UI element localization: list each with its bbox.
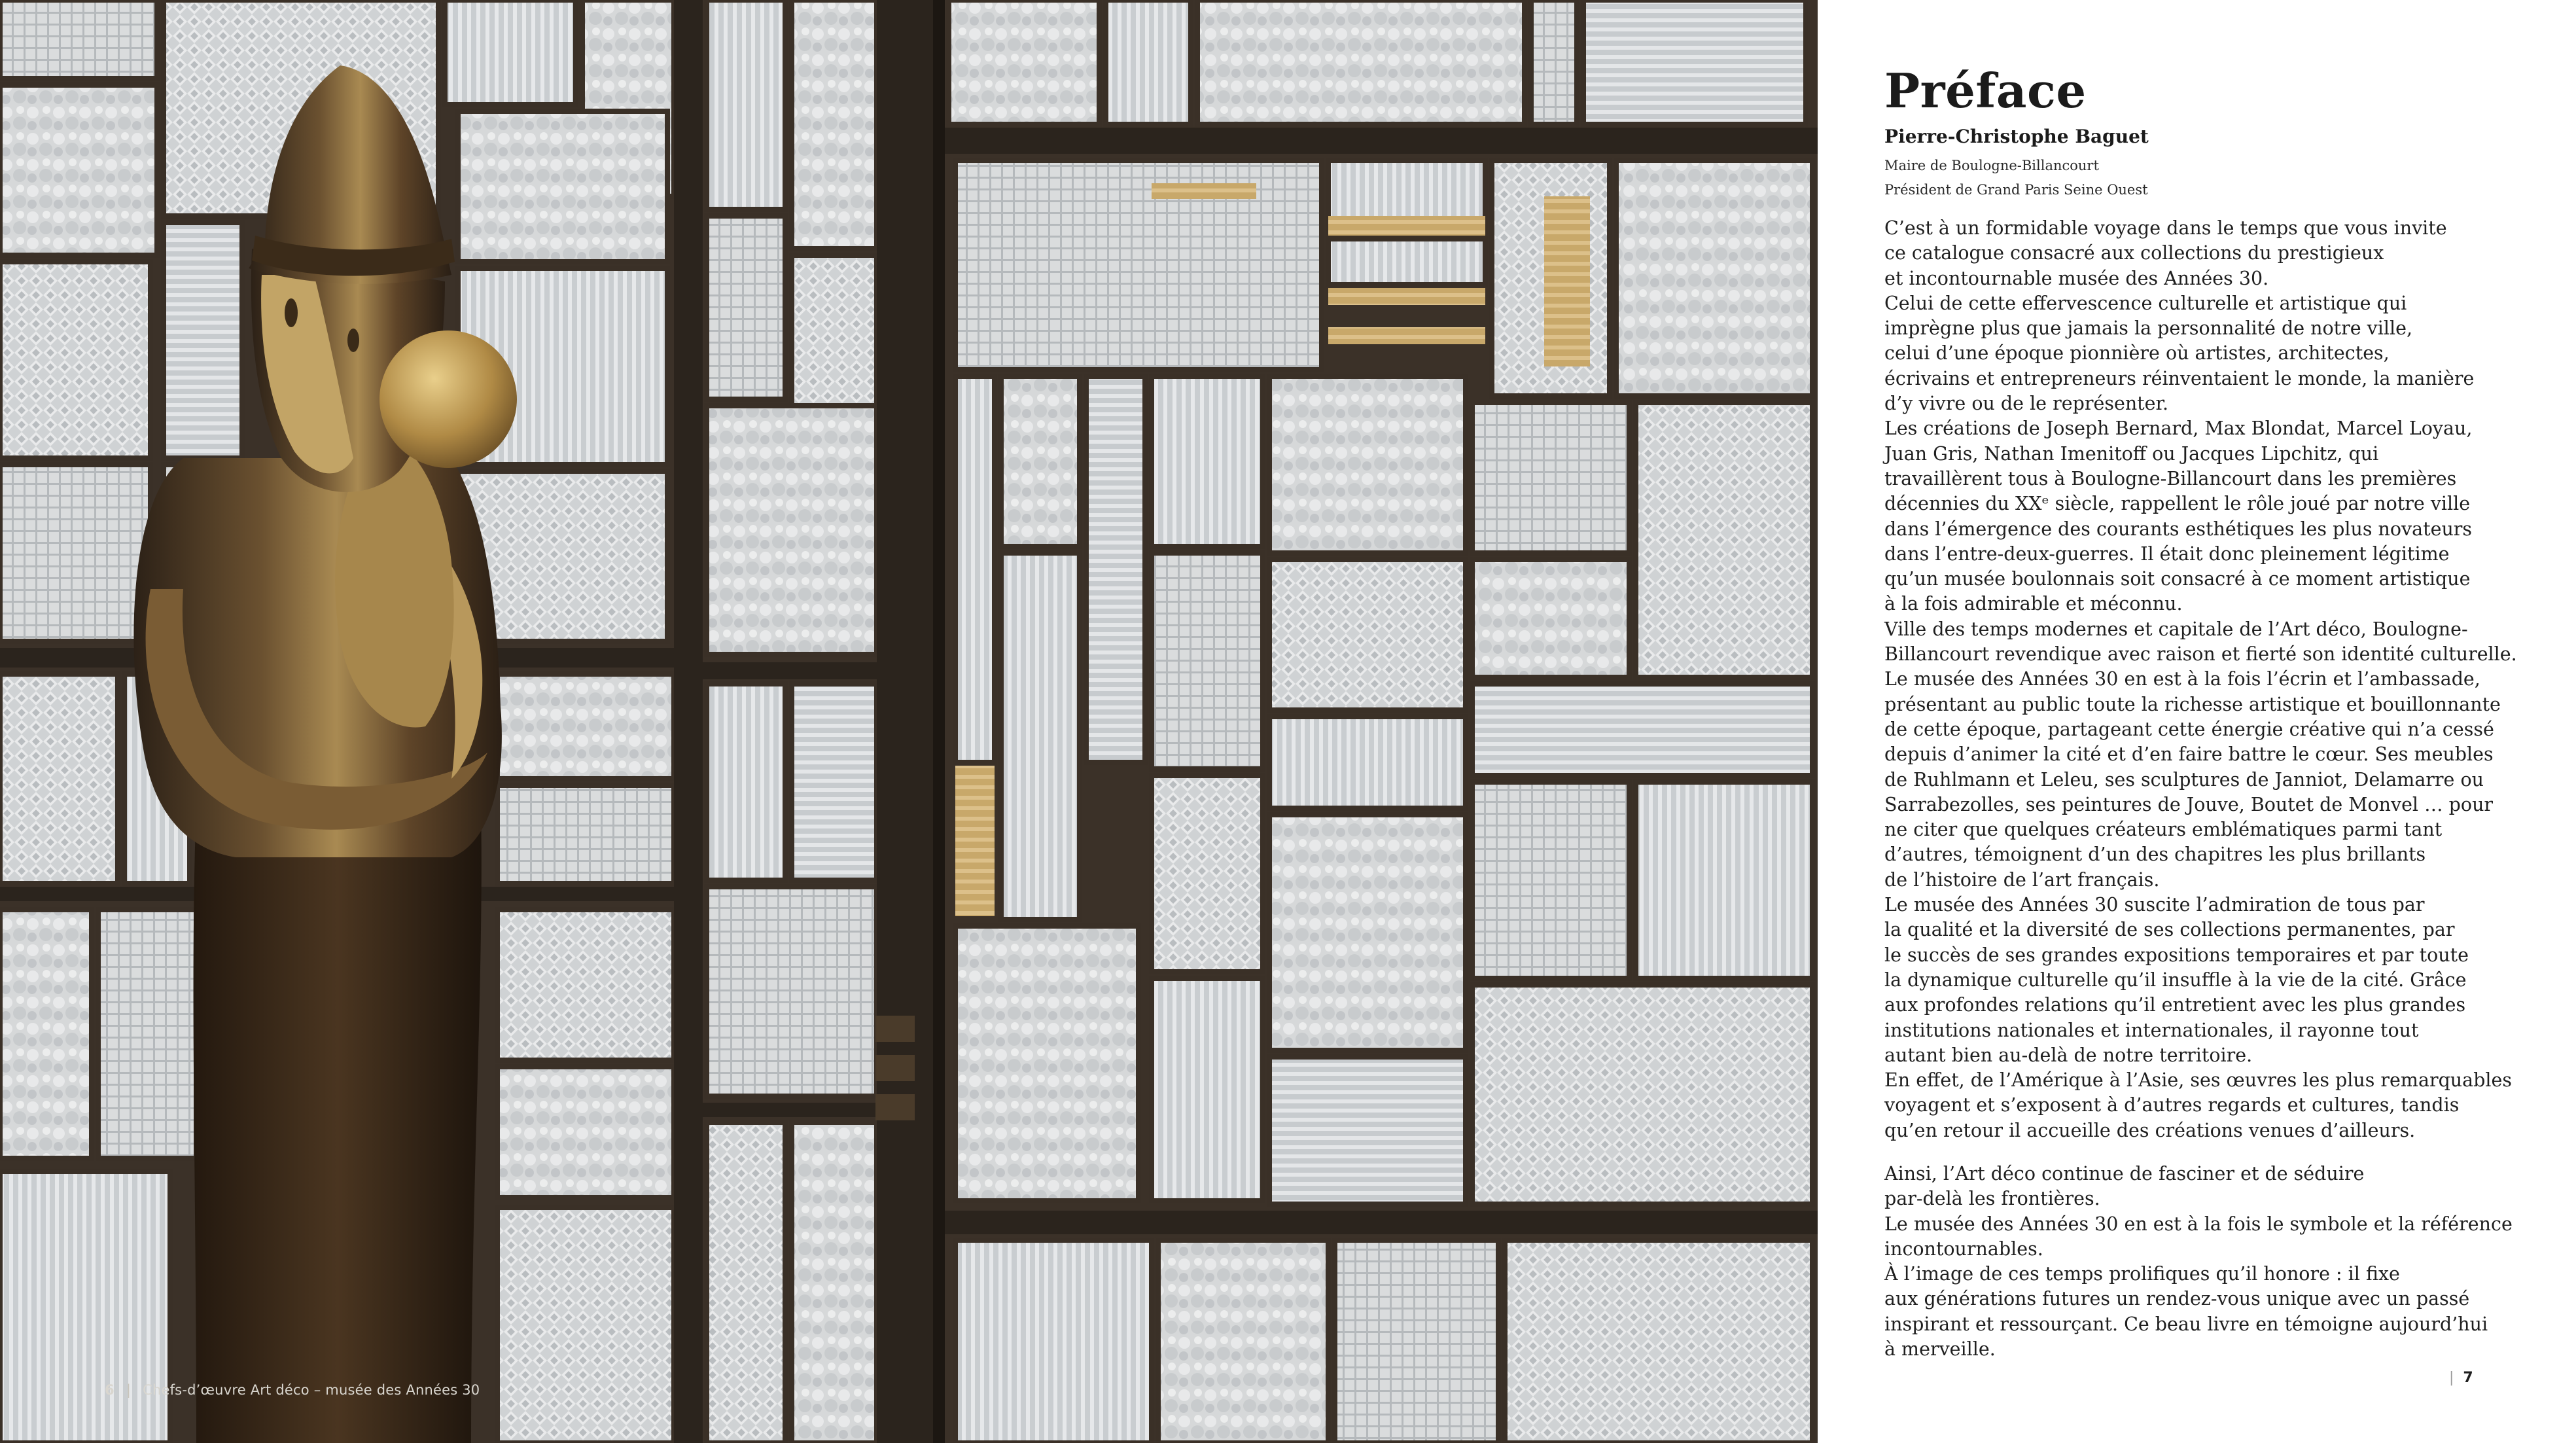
glass-pane: [1335, 1240, 1498, 1443]
glass-pane: [707, 406, 877, 654]
glass-pane: [0, 910, 92, 1158]
right-page-text: [1818, 0, 2576, 1443]
glass-pane: [792, 1122, 877, 1443]
body-line: dans l’entre-deux-guerres. Il était donc pleinement légitime: [1884, 543, 2450, 565]
body-line: de l’histoire de l’art français.: [1884, 868, 2160, 891]
glass-pane: [1472, 782, 1629, 978]
glass-pane: [164, 223, 242, 458]
body-line: à la fois admirable et méconnu.: [1884, 593, 2183, 615]
glass-pane: [0, 262, 150, 458]
glass-pane: [497, 1207, 674, 1443]
glass-pane: [0, 85, 157, 255]
body-line: Le musée des Années 30 en est à la fois le symbole et la référence: [1884, 1213, 2513, 1235]
body-line: ne citer que quelques créateurs emblématiques parmi tant: [1884, 819, 2443, 841]
glass-pane: [707, 887, 877, 1096]
glass-pane: [1472, 985, 1812, 1204]
glass-pane: [497, 910, 674, 1060]
glass-pane: [0, 465, 150, 641]
glass-pane: [1583, 0, 1806, 124]
glass-pane: [458, 111, 667, 262]
body-line: voyagent et s’exposent à d’autres regards et cultures, tandis: [1884, 1094, 2460, 1116]
amber-glass-strip: [1544, 196, 1590, 366]
glass-pane: [1269, 376, 1466, 553]
amber-glass-strip: [955, 766, 995, 916]
left-page-number: 6: [105, 1382, 115, 1398]
body-line: par-delà les frontières.: [1884, 1188, 2100, 1210]
glass-pane: [98, 910, 196, 1158]
folio-separator: |: [2449, 1370, 2454, 1386]
glass-pane: [1505, 1240, 1812, 1443]
body-line: autant bien au-delà de notre territoire.: [1884, 1044, 2253, 1066]
glass-pane: [792, 0, 877, 249]
glass-pane: [1001, 376, 1080, 546]
body-line: En effet, de l’Amérique à l’Asie, ses œuvres les plus remarquables: [1884, 1069, 2513, 1092]
glass-pane: [1158, 1240, 1328, 1443]
body-line: de Ruhlmann et Leleu, ses sculptures de Janniot, Delamarre ou: [1884, 768, 2484, 791]
body-line: Celui de cette effervescence culturelle et artistique qui: [1884, 292, 2407, 314]
glass-pane: [497, 674, 674, 779]
body-line: la qualité et la diversité de ses collections permanentes, par: [1884, 919, 2455, 941]
body-line: décennies du XXᵉ siècle, rappellent le rôle joué par notre ville: [1884, 493, 2471, 515]
glass-pane: [1269, 560, 1466, 710]
body-line: la dynamique culturelle qu’il insuffle à la vie de la cité. Grâce: [1884, 969, 2467, 991]
right-page-number: 7: [2463, 1370, 2473, 1386]
author-role-mayor: Maire de Boulogne-Billancourt: [1884, 158, 2099, 173]
body-line: imprègne plus que jamais la personnalité de notre ville,: [1884, 317, 2413, 340]
body-line: institutions nationales et internationales, il rayonne tout: [1884, 1019, 2419, 1041]
glass-pane: [1152, 775, 1263, 972]
glass-pane: [955, 376, 995, 762]
glass-pane: [497, 1067, 674, 1198]
glass-pane: [1001, 553, 1080, 919]
body-line: qu’un musée boulonnais soit consacré à ce moment artistique: [1884, 568, 2471, 590]
glass-pane: [1269, 1057, 1466, 1204]
glass-pane: [955, 1240, 1152, 1443]
body-line: le succès de ses grandes expositions temporaires et par toute: [1884, 944, 2469, 966]
body-line: et incontournable musée des Années 30.: [1884, 267, 2269, 289]
folio-separator: |: [126, 1382, 132, 1398]
glass-pane: [1472, 402, 1629, 553]
body-line: écrivains et entrepreneurs réinventaient le monde, la manière: [1884, 367, 2475, 389]
folio-caption: Chefs-d’œuvre Art déco – musée des Années 30: [143, 1382, 480, 1398]
glass-pane: [1269, 815, 1466, 1050]
body-line: Le musée des Années 30 suscite l’admiration de tous par: [1884, 894, 2425, 916]
body-line: d’autres, témoignent d’un des chapitres les plus brillants: [1884, 844, 2426, 866]
glass-pane: [1472, 684, 1812, 775]
body-line: aux générations futures un rendez-vous unique avec un passé: [1884, 1288, 2470, 1310]
glass-pane: [707, 216, 785, 399]
author-role-president: Président de Grand Paris Seine Ouest: [1884, 182, 2148, 198]
paragraph-gap: [1884, 1143, 2545, 1162]
body-line: C’est à un formidable voyage dans le temps que vous invite: [1884, 217, 2447, 239]
glass-pane: [1152, 978, 1263, 1201]
author-name: Pierre-Christophe Baguet: [1884, 126, 2149, 147]
body-line: celui d’une époque pionnière où artistes, architectes,: [1884, 342, 2390, 365]
glass-pane: [0, 1171, 170, 1443]
body-line: incontournables.: [1884, 1238, 2043, 1260]
body-line: dans l’émergence des courants esthétiques les plus novateurs: [1884, 518, 2473, 540]
glass-pane: [707, 0, 785, 209]
amber-glass-strip: [1328, 327, 1485, 344]
amber-glass-strip: [1328, 216, 1485, 236]
glass-pane: [1531, 0, 1577, 124]
body-line: qu’en retour il accueille des créations venues d’ailleurs.: [1884, 1119, 2416, 1141]
glass-pane: [707, 1122, 785, 1443]
glass-pane: [1106, 0, 1191, 124]
body-line: d’y vivre ou de le représenter.: [1884, 393, 2169, 415]
page-title: Préface: [1884, 63, 2087, 118]
glass-pane: [1086, 376, 1145, 762]
glass-pane: [1636, 402, 1812, 677]
glass-pane: [949, 0, 1099, 124]
glass-pane: [1328, 239, 1485, 285]
body-line: Sarrabezolles, ses peintures de Jouve, Boutet de Monvel … pour: [1884, 793, 2494, 815]
body-line: À l’image de ces temps prolifiques qu’il honore : il fixe: [1884, 1263, 2400, 1285]
left-folio: [105, 1382, 480, 1398]
glass-pane: [1152, 553, 1263, 769]
glass-pane: [792, 255, 877, 425]
glass-pane: [0, 0, 157, 79]
amber-glass-strip: [1152, 183, 1256, 199]
body-line: à merveille.: [1884, 1338, 1996, 1361]
glass-pane: [955, 160, 1322, 370]
body-line: Ainsi, l’Art déco continue de fasciner et de séduire: [1884, 1162, 2365, 1185]
body-line: depuis d’animer la cité et d’en faire battre le cœur. Ses meubles: [1884, 743, 2494, 766]
body-line: inspirant et ressourçant. Ce beau livre en témoigne aujourd’hui: [1884, 1313, 2488, 1335]
body-line: travaillèrent tous à Boulogne-Billancourt dans les premières: [1884, 467, 2457, 490]
body-line: Billancourt revendique avec raison et fierté son identité culturelle.: [1884, 643, 2517, 666]
glass-pane: [1152, 376, 1263, 546]
glass-pane: [1636, 782, 1812, 978]
body-line: ce catalogue consacré aux collections du prestigieux: [1884, 242, 2384, 264]
glass-pane: [955, 926, 1138, 1201]
glass-pane: [497, 785, 674, 883]
glass-pane: [0, 674, 118, 883]
glass-pane: [707, 684, 785, 880]
right-folio: [2449, 1370, 2473, 1386]
glass-pane: [1616, 160, 1812, 396]
glass-pane: [1269, 717, 1466, 808]
body-line: Juan Gris, Nathan Imenitoff ou Jacques Lipchitz, qui: [1884, 442, 2379, 465]
glass-pane: [792, 684, 877, 880]
body-line: présentant au public toute la richesse artistique et bouillonnante: [1884, 693, 2501, 715]
body-line: Les créations de Joseph Bernard, Max Blondat, Marcel Loyau,: [1884, 418, 2473, 440]
body-line: Le musée des Années 30 en est à la fois l’écrin et l’ambassade,: [1884, 668, 2480, 690]
body-line: aux profondes relations qu’il entretient avec les plus grandes: [1884, 994, 2466, 1016]
body-line: de cette époque, partageant cette énergie créative qui n’a cessé: [1884, 718, 2494, 740]
preface-body-text: [1884, 216, 2545, 1362]
glass-pane: [1472, 560, 1629, 677]
amber-glass-strip: [1328, 288, 1485, 305]
body-line: Ville des temps modernes et capitale de l’Art déco, Boulogne-: [1884, 618, 2468, 640]
glass-pane: [1197, 0, 1525, 124]
hinges: [875, 1016, 915, 1120]
glass-pane: [445, 0, 576, 105]
